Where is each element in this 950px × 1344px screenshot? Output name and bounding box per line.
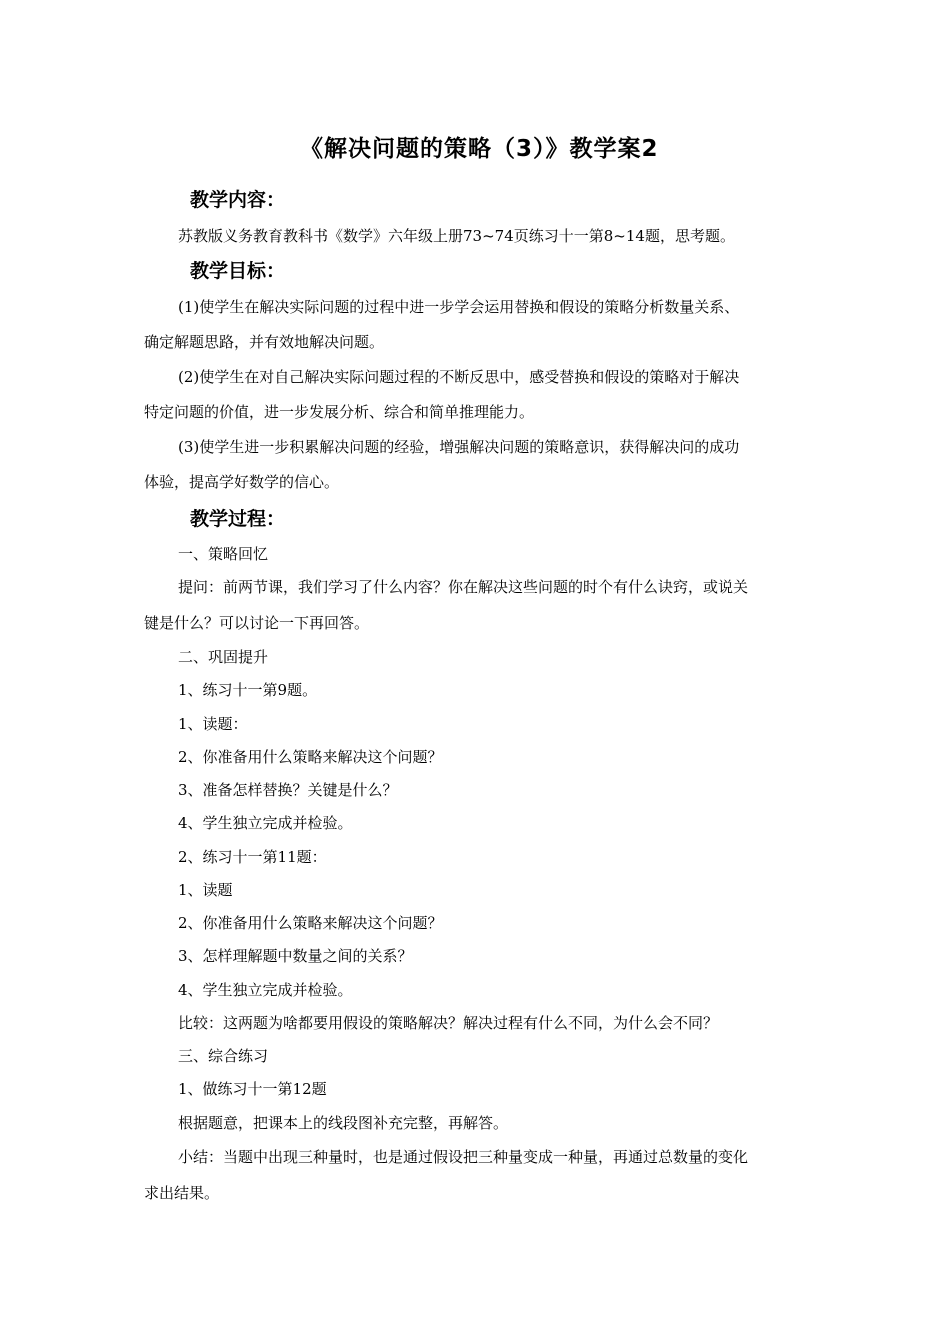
goal-1-line-1: (1)使学生在解决实际问题的过程中进一步学会运用替换和假设的策略分析数量关系、 bbox=[178, 298, 740, 316]
process-line: 2、你准备用什么策略来解决这个问题？ bbox=[178, 914, 443, 932]
heading-teaching-content: 教学内容： bbox=[190, 189, 286, 211]
process-line: 键是什么？可以讨论一下再回答。 bbox=[144, 614, 370, 632]
process-line: 4、学生独立完成并检验。 bbox=[178, 814, 353, 832]
process-line: 二、巩固提升 bbox=[178, 648, 269, 666]
process-line: 1、读题 bbox=[178, 881, 233, 899]
heading-teaching-process: 教学过程： bbox=[190, 508, 286, 530]
process-line: 3、准备怎样替换？关键是什么？ bbox=[178, 781, 398, 799]
document-title: 《解决问题的策略（3）》教学案2 bbox=[300, 136, 659, 162]
process-line: 比较：这两题为啥都要用假设的策略解决？解决过程有什么不同，为什么会不同？ bbox=[178, 1014, 719, 1032]
process-line: 根据题意，把课本上的线段图补充完整，再解答。 bbox=[178, 1114, 509, 1132]
process-line: 1、读题： bbox=[178, 715, 248, 733]
goal-2-line-1: (2)使学生在对自己解决实际问题过程的不断反思中，感受替换和假设的策略对于解决 bbox=[178, 368, 740, 386]
process-line: 1、练习十一第9题。 bbox=[178, 681, 318, 699]
process-line: 2、练习十一第11题： bbox=[178, 848, 327, 866]
process-line: 提问：前两节课，我们学习了什么内容？你在解决这些问题的时个有什么诀窍，或说关 bbox=[178, 578, 749, 596]
goal-1-line-2: 确定解题思路，并有效地解决问题。 bbox=[144, 333, 385, 351]
process-line: 求出结果。 bbox=[144, 1184, 220, 1202]
content-text: 苏教版义务教育教科书《数学》六年级上册73~74页练习十一第8~14题，思考题。 bbox=[178, 227, 735, 245]
process-line: 4、学生独立完成并检验。 bbox=[178, 981, 353, 999]
process-line: 2、你准备用什么策略来解决这个问题？ bbox=[178, 748, 443, 766]
process-line: 3、怎样理解题中数量之间的关系？ bbox=[178, 947, 413, 965]
goal-3-line-2: 体验，提高学好数学的信心。 bbox=[144, 473, 340, 491]
process-line: 一、策略回忆 bbox=[178, 545, 269, 563]
process-line: 小结：当题中出现三种量时，也是通过假设把三种量变成一种量，再通过总数量的变化 bbox=[178, 1148, 749, 1166]
goal-3-line-1: (3)使学生进一步积累解决问题的经验，增强解决问题的策略意识，获得解决问的成功 bbox=[178, 438, 740, 456]
process-line: 三、综合练习 bbox=[178, 1047, 269, 1065]
heading-teaching-goals: 教学目标： bbox=[190, 260, 286, 282]
goal-2-line-2: 特定问题的价值，进一步发展分析、综合和简单推理能力。 bbox=[144, 403, 535, 421]
process-line: 1、做练习十一第12题 bbox=[178, 1080, 327, 1098]
